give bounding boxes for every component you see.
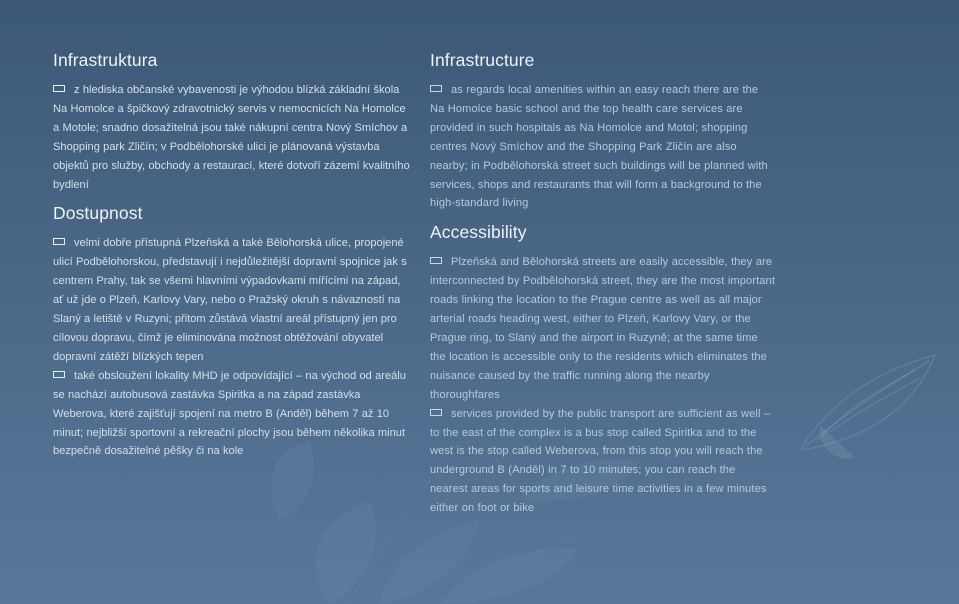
- bullet-icon: [430, 409, 442, 416]
- infrastructure-heading-en: Infrastructure: [430, 50, 535, 70]
- transport-paragraph-en: services provided by the public transport are sufficient as well – to the east of the complex is a bus stop called Spiritka and to the west is the stop called Weberova, from this stop you will reach the underground B (Anděl) in 7 to 10 minutes; you can reach the nearest areas for sports and leisure time activities in a few minutes either on foot or bike: [430, 407, 771, 515]
- bullet-icon: [53, 85, 65, 92]
- infrastructure-paragraph-cz: z hlediska občanské vybavenosti je výhodou blízká základní škola Na Homolce a špičkový zdravotnický servis v nemocnicích Na Homolce a Motole; snadno dosažitelná jsou také nákupní centra Nový Smíchov a Shopping park Zličín; v Podbělohorské ulici je plánovaná výstavba objektů pro služby, obchody a restaurací, které dotvoří zázemí kvalitního bydlení: [53, 84, 410, 191]
- bullet-icon: [430, 257, 442, 264]
- infrastructure-heading-cz: Infrastruktura: [53, 50, 158, 70]
- accessibility-paragraph-en: Plzeňská and Bělohorská streets are easily accessible, they are interconnected by Podbělohorská street, they are the most important roads linking the location to the Prague centre as well as all major arterial roads heading west, either to Plzeň, Karlovy Vary, or the Prague ring, to Slaný and the airport in Ruzyně; at the same time the location is accessible only to the residents which eliminates the nuisance caused by the traffic running along the nearby thoroughfares: [430, 256, 775, 401]
- czech-column: [53, 48, 413, 461]
- infrastructure-paragraph-en: as regards local amenities within an easy reach there are the Na Homolce basic school and the top health care services are provided in such hospitals as Na Homolce and Motol; shopping centres Nový Smíchov and the Shopping Park Zličín are also nearby; in Podbělohorská street such buildings will be planned with services, shops and restaurants that will form a background to the high-standard living: [430, 84, 768, 210]
- accessibility-heading-cz: Dostupnost: [53, 203, 143, 224]
- bullet-icon: [430, 85, 442, 92]
- bullet-icon: [53, 238, 65, 245]
- accessibility-paragraph-cz: velmi dobře přístupná Plzeňská a také Bělohorská ulice, propojené ulicí Podbělohorskou, představují i nejdůležitější dopravní spojnice jak s centrem Prahy, tak se všemi hlavními výpadovkami mířícími na západ, ať už jde o Plzeň, Karlovy Vary, nebo o Pražský okruh s návazností na Slaný a letiště v Ruzyni; přitom zůstává vlastní areál přístupný jen pro cílovou dopravu, čímž je eliminována možnost obtěžování obyvatel dopravní zátěží blízkých tepen: [53, 237, 407, 363]
- transport-paragraph-cz: také obsloužení lokality MHD je odpovídající – na východ od areálu se nachází autobusová zastávka Spiritka a na západ zastávka Weberova, které zajišťují spojení na metro B (Anděl) během 7 až 10 minut; nejbližší sportovní a rekreační plochy jsou během několika minut bezpečně dosažitelné pěšky či na kole: [53, 369, 406, 458]
- english-column: [430, 48, 775, 518]
- bullet-icon: [53, 371, 65, 378]
- accessibility-heading-en: Accessibility: [430, 222, 527, 243]
